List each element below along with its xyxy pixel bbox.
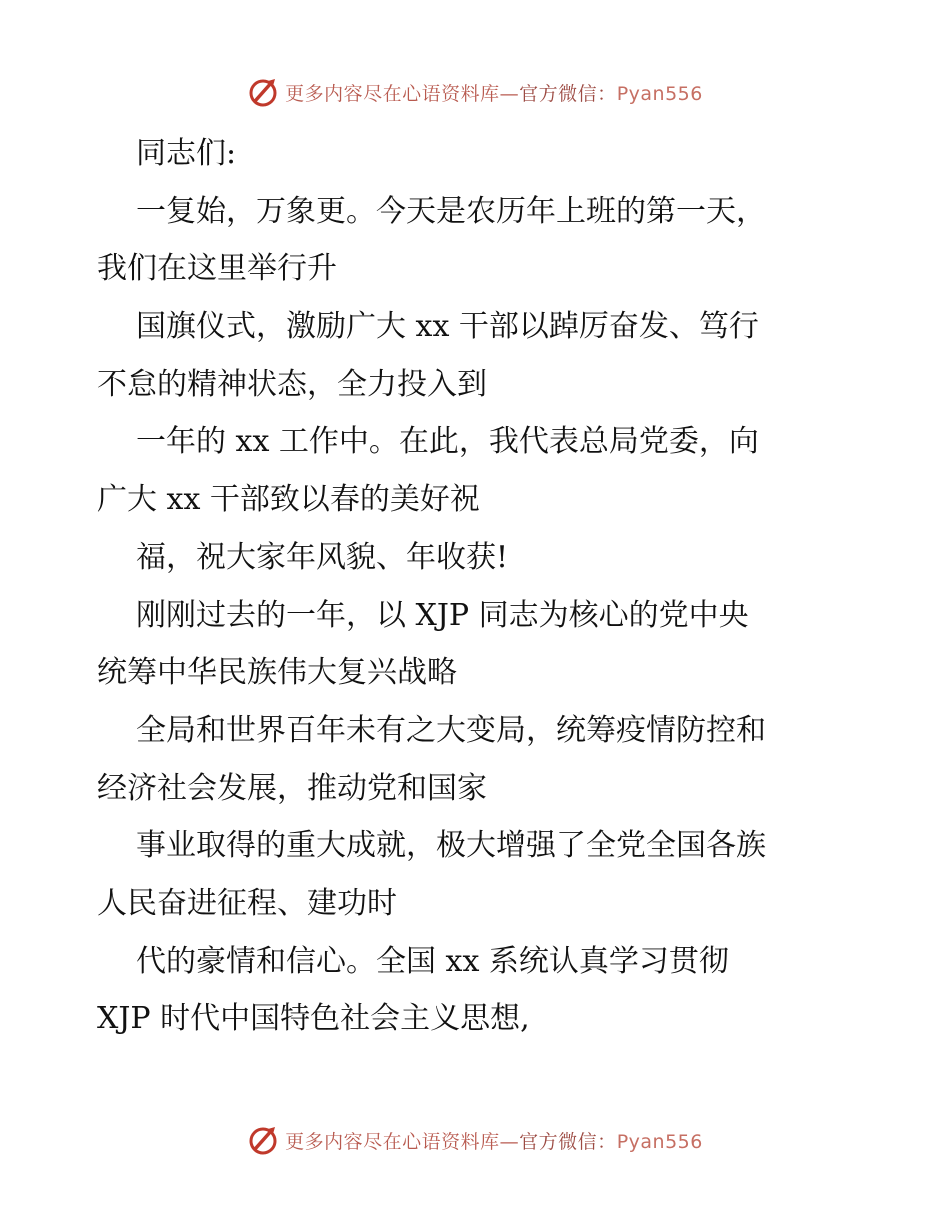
body-line: 同志们:: [136, 136, 237, 171]
body-line: 一复始，万象更。今天是农历年上班的第一天，: [136, 193, 766, 229]
watermark-site: 更多内容尽在心语资料库: [285, 1130, 500, 1153]
body-line: 一年的 xx 工作中。在此，我代表总局党委，向: [136, 424, 759, 460]
body-line: 经济社会发展，推动党和国家: [97, 770, 487, 806]
footer-watermark-text: [285, 1127, 703, 1154]
body-line: 广大 xx 干部致以春的美好祝: [97, 482, 480, 518]
body-line: 代的豪情和信心。全国 xx 系统认真学习贯彻: [136, 943, 729, 979]
body-line: 福，祝大家年风貌、年收获!: [136, 539, 509, 575]
brush-logo-icon: [247, 1124, 279, 1156]
body-line: 事业取得的重大成就，极大增强了全党全国各族: [136, 828, 766, 864]
brush-logo-icon: [247, 76, 279, 108]
body-line: 国旗仪式，激励广大 xx 干部以踔厉奋发、笃行: [136, 309, 759, 345]
watermark-wechat-id: Pyan556: [616, 82, 703, 105]
watermark-wechat-label: 官方微信：: [519, 1130, 617, 1153]
watermark-wechat-label: 官方微信：: [519, 82, 617, 105]
header-watermark: [0, 72, 950, 112]
body-line: 刚刚过去的一年，以 XJP 同志为核心的党中央: [136, 597, 749, 633]
body-line: 全局和世界百年未有之大变局，统筹疫情防控和: [136, 712, 766, 748]
watermark-dash: —: [499, 1130, 520, 1153]
watermark-site: 更多内容尽在心语资料库: [285, 82, 500, 105]
body-line: 人民奋进征程、建功时: [97, 885, 397, 921]
footer-watermark: [0, 1120, 950, 1160]
body-line: 我们在这里举行升: [97, 251, 337, 287]
watermark-dash: —: [499, 82, 520, 105]
body-line: 统筹中华民族伟大复兴战略: [97, 655, 457, 691]
document-body: [97, 125, 917, 1048]
body-line: XJP 时代中国特色社会主义思想,: [97, 1001, 530, 1037]
header-watermark-text: [285, 79, 703, 106]
watermark-wechat-id: Pyan556: [616, 1130, 703, 1153]
body-line: 不怠的精神状态，全力投入到: [97, 366, 487, 402]
